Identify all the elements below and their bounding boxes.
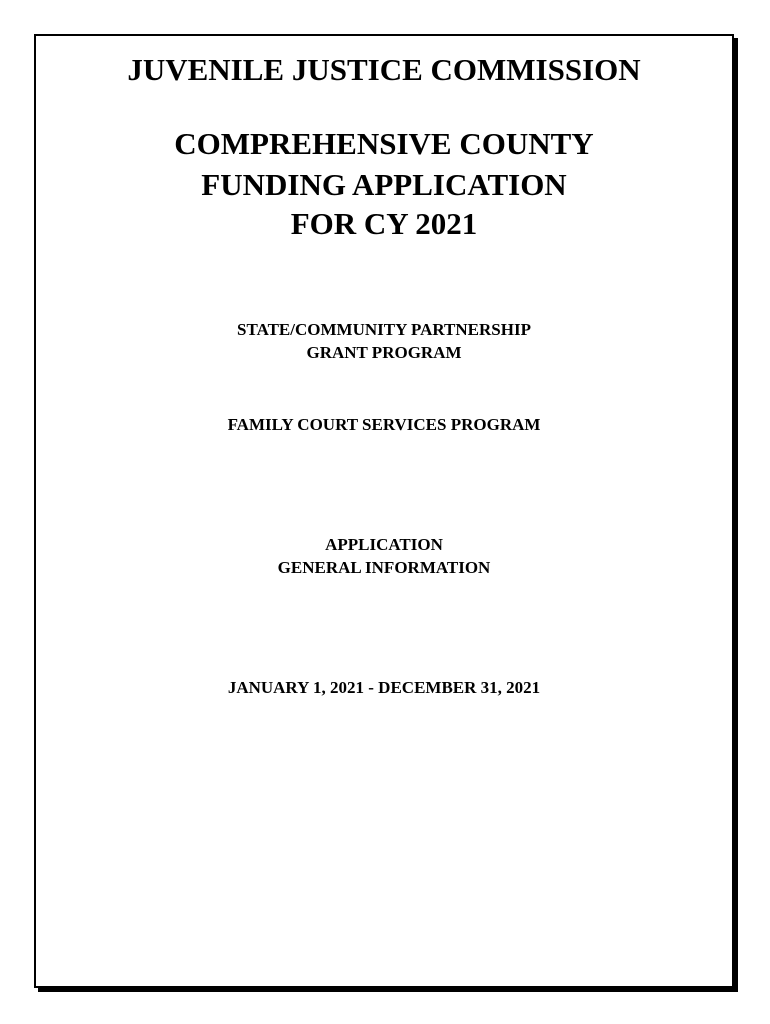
program-line-2: GRANT PROGRAM: [306, 343, 462, 362]
title-line-1: COMPREHENSIVE COUNTY: [174, 126, 594, 161]
program-line-1: STATE/COMMUNITY PARTNERSHIP: [237, 320, 531, 339]
period-dates: JANUARY 1, 2021 - DECEMBER 31, 2021: [227, 678, 541, 697]
title-line-2: FUNDING APPLICATION: [201, 167, 567, 202]
agency-title: JUVENILE JUSTICE COMMISSION: [127, 52, 641, 87]
section-line-2: GENERAL INFORMATION: [277, 558, 491, 577]
title-line-3: FOR CY 2021: [290, 206, 478, 241]
program-2: FAMILY COURT SERVICES PROGRAM: [227, 415, 541, 434]
cover-page-frame: [34, 34, 734, 988]
section-line-1: APPLICATION: [325, 535, 443, 554]
